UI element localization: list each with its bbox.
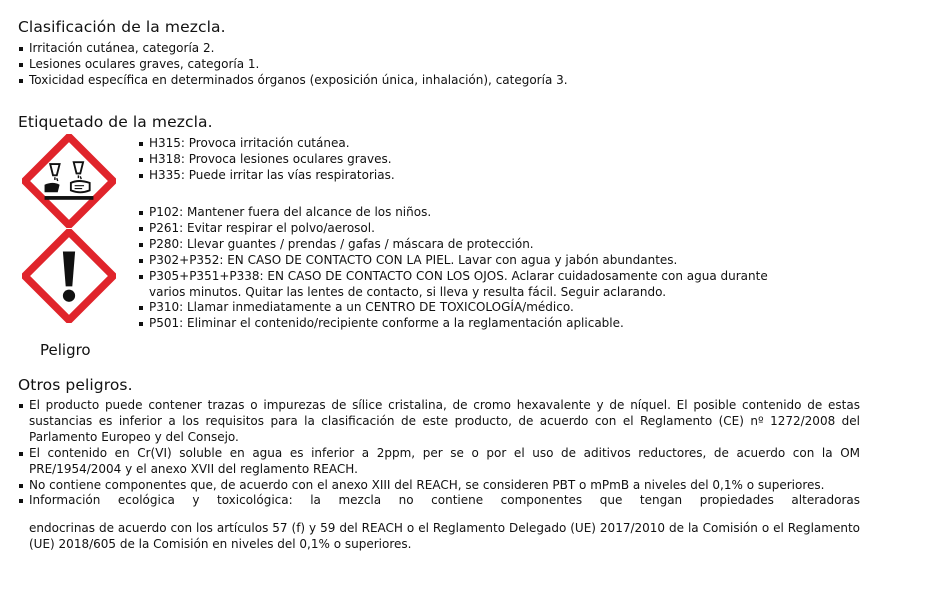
classification-heading: Clasificación de la mezcla.	[18, 18, 226, 36]
precautionary-statements	[138, 205, 768, 332]
list-item: P102: Mantener fuera del alcance de los niños.	[138, 205, 768, 221]
list-item: P310: Llamar inmediatamente a un CENTRO DE TOXICOLOGÍA/médico.	[138, 300, 768, 316]
exclamation-icon	[22, 229, 116, 323]
hazard-statements	[138, 136, 395, 184]
other-hazards-list	[18, 398, 860, 553]
list-item: P501: Eliminar el contenido/recipiente conforme a la reglamentación aplicable.	[138, 316, 768, 332]
classification-list	[18, 41, 568, 89]
list-item: H315: Provoca irritación cutánea.	[138, 136, 395, 152]
list-item: P261: Evitar respirar el polvo/aerosol.	[138, 221, 768, 237]
list-item: No contiene componentes que, de acuerdo con el anexo XIII del REACH, se consideren PBT o mPmB a niveles del 0,1% o superiores.	[18, 478, 860, 494]
list-item: El producto puede contener trazas o impurezas de sílice cristalina, de cromo hexavalente y de níquel. El posible contenido de estas sustancias es inferior a los requisitos para la clasificación de este producto, de acuerdo con el Reglamento (CE) nº 1272/2008 del Parlamento Europeo y del Consejo.	[18, 398, 860, 446]
list-item-continuation: varios minutos. Quitar las lentes de contacto, si lleva y resulta fácil. Seguir aclarando.	[149, 284, 667, 299]
list-item: H318: Provoca lesiones oculares graves.	[138, 152, 395, 168]
labelling-heading: Etiquetado de la mezcla.	[18, 113, 213, 131]
list-item: P305+P351+P338: EN CASO DE CONTACTO CON LOS OJOS. Aclarar cuidadosamente con agua durante	[138, 269, 768, 285]
signal-word: Peligro	[40, 341, 91, 359]
list-item: P280: Llevar guantes / prendas / gafas / máscara de protección.	[138, 237, 768, 253]
list-item: Toxicidad específica en determinados órganos (exposición única, inhalación), categoría 3.	[18, 73, 568, 89]
list-item: Irritación cutánea, categoría 2.	[18, 41, 568, 57]
list-item: H335: Puede irritar las vías respiratorias.	[138, 168, 395, 184]
list-item: Información ecológica y toxicológica: la mezcla no contiene componentes que tengan propiedades alteradoras	[18, 493, 860, 509]
list-item: Lesiones oculares graves, categoría 1.	[18, 57, 568, 73]
list-item: El contenido en Cr(VI) soluble en agua es inferior a 2ppm, per se o por el uso de aditivos reductores, de acuerdo con la OM PRE/1954/2004 y el anexo XVII del reglamento REACH.	[18, 446, 860, 478]
corrosion-icon	[22, 134, 116, 228]
other-hazards-heading: Otros peligros.	[18, 376, 133, 394]
list-item: P302+P352: EN CASO DE CONTACTO CON LA PIEL. Lavar con agua y jabón abundantes.	[138, 253, 768, 269]
list-item-continuation: endocrinas de acuerdo con los artículos 57 (f) y 59 del REACH o el Reglamento Delegado (UE) 2017/2010 de la Comisión o el Reglamento (UE) 2018/605 de la Comisión en niveles del 0,1% o superiores.	[29, 521, 860, 552]
